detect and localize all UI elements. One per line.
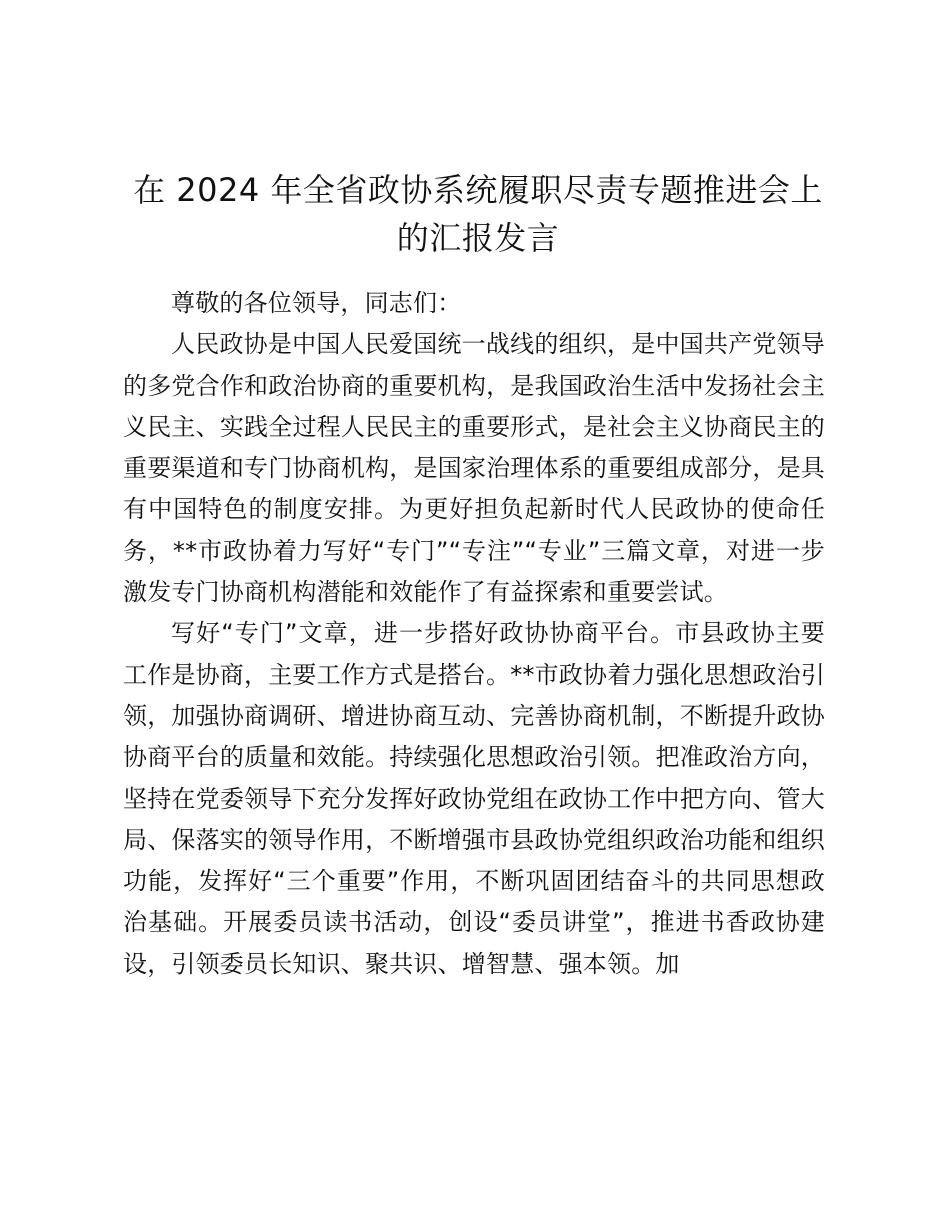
salutation: 尊敬的各位领导，同志们：: [171, 289, 462, 317]
document-title: 在 2024 年全省政协系统履职尽责专题推进会上的汇报发言: [133, 171, 823, 257]
document-body: [123, 283, 825, 985]
paragraph-intro: 人民政协是中国人民爱国统一战线的组织，是中国共产党领导的多党合作和政治协商的重要机构，是我国政治生活中发扬社会主义民主、实践全过程人民民主的重要形式，是社会主义协商民主的重要渠道和专门协商机构，是国家治理体系的重要组成部分，是具有中国特色的制度安排。为更好担负起新时代人民政协的使命任务，**市政协着力写好“专门”“专注”“专业”三篇文章，对进一步激发专门协商机构潜能和效能作了有益探索和重要尝试。: [123, 330, 825, 607]
paragraph-zhuanmen: 写好“专门”文章，进一步搭好政协协商平台。市县政协主要工作是协商，主要工作方式是搭台。**市政协着力强化思想政治引领，加强协商调研、增进协商互动、完善协商机制，不断提升政协协商平台的质量和效能。持续强化思想政治引领。把准政治方向，坚持在党委领导下充分发挥好政协党组在政协工作中把方向、管大局、保落实的领导作用，不断增强市县政协党组织政治功能和组织功能，发挥好“三个重要”作用，不断巩固团结奋斗的共同思想政治基础。开展委员读书活动，创设“委员讲堂”，推进书香政协建设，引领委员长知识、聚共识、增智慧、强本领。加: [123, 619, 825, 978]
